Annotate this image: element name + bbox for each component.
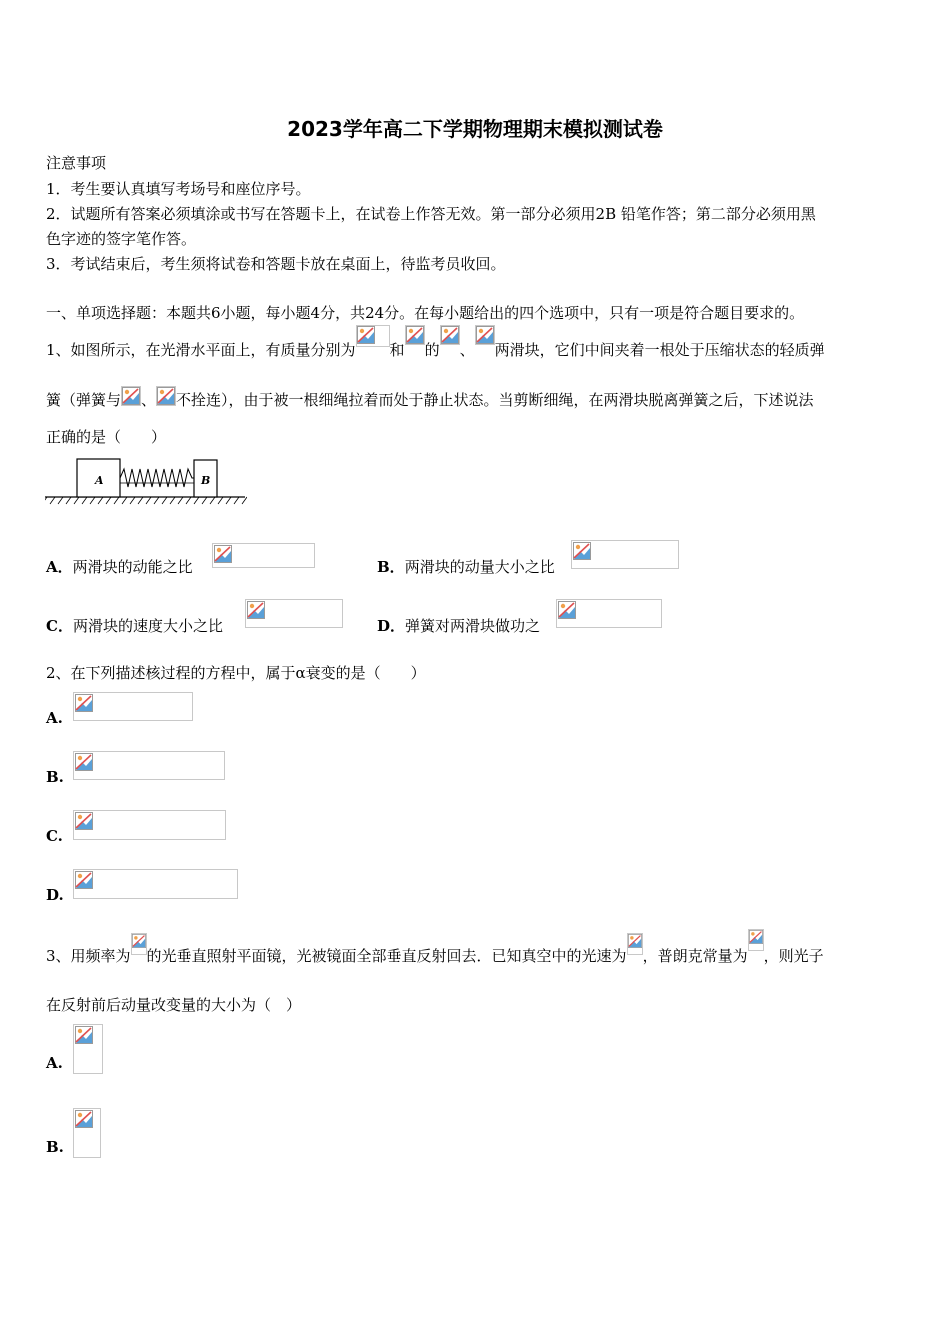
broken-image-icon <box>75 694 93 712</box>
notice-item: 3．考试结束后，考生须将试卷和答题卡放在桌面上，待监考员收回。 <box>46 255 506 273</box>
q2-option-b[interactable]: B. <box>46 768 64 786</box>
q2-option-c[interactable]: C. <box>46 827 63 845</box>
broken-image-icon <box>356 325 390 347</box>
notice-item: 2．试题所有答案必须填涂或书写在答题卡上，在试卷上作答无效。第一部分必须用2B 铅笔作答；第二部分必须用黑 <box>46 205 816 223</box>
q1-stem-line2: 簧（弹簧与 、 不拴连），由于被一根细绳拉着而处于静止状态。当剪断细绳，在两滑块脱离弹簧之后，下述说法 <box>46 389 814 410</box>
notice-item: 1．考生要认真填写考场号和座位序号。 <box>46 180 311 198</box>
q2-stem: 2、在下列描述核过程的方程中，属于α衰变的是（ ） <box>46 664 426 682</box>
broken-image-icon <box>75 871 93 889</box>
broken-image-icon <box>75 1110 93 1128</box>
notice-heading: 注意事项 <box>46 154 107 172</box>
broken-image-icon <box>75 753 93 771</box>
q1-stem-line1: 1、如图所示，在光滑水平面上，有质量分别为 和 的 、 两滑块，它们中间夹着一根处于压缩状态的轻质弹 <box>46 339 825 361</box>
q2-option-a[interactable]: A. <box>46 709 63 727</box>
broken-image-icon <box>121 386 141 406</box>
option-image <box>73 810 226 840</box>
q3-stem-line1: 3、用频率为 的光垂直照射平面镜，光被镜面全部垂直反射回去．已知真空中的光速为 ，普朗克常量为 ，则光子 <box>46 945 824 967</box>
block-a-label: A <box>95 474 104 487</box>
q3-option-a[interactable]: A. <box>46 1054 63 1072</box>
broken-image-icon <box>475 325 495 345</box>
broken-image-icon <box>440 325 460 345</box>
broken-image-icon <box>748 929 764 951</box>
section-heading: 一、单项选择题：本题共6小题，每小题4分，共24分。在每小题给出的四个选项中，只有一项是符合题目要求的。 <box>46 304 805 322</box>
option-image <box>73 751 225 780</box>
broken-image-icon <box>131 933 147 955</box>
broken-image-icon <box>558 601 576 619</box>
q3-option-b[interactable]: B. <box>46 1138 64 1156</box>
broken-image-icon <box>75 812 93 830</box>
q1-option-a[interactable]: A．两滑块的动能之比 <box>46 558 193 576</box>
broken-image-icon <box>156 386 176 406</box>
broken-image-icon <box>247 601 265 619</box>
broken-image-icon <box>214 545 232 563</box>
page-title: 2023学年高二下学期物理期末模拟测试卷 <box>287 117 663 141</box>
q1-option-d[interactable]: D．弹簧对两滑块做功之 <box>377 617 541 635</box>
option-image <box>73 869 238 899</box>
broken-image-icon <box>627 933 643 955</box>
broken-image-icon <box>405 325 425 345</box>
compressed-spring <box>120 469 194 487</box>
q1-option-b[interactable]: B．两滑块的动量大小之比 <box>377 558 555 576</box>
spring-blocks-figure <box>45 455 247 507</box>
q1-option-c[interactable]: C．两滑块的速度大小之比 <box>46 617 223 635</box>
block-b-label: B <box>201 474 211 487</box>
notice-item: 色字迹的签字笔作答。 <box>46 230 197 248</box>
q3-stem-line2: 在反射前后动量改变量的大小为（ ） <box>46 996 302 1014</box>
broken-image-icon <box>75 1026 93 1044</box>
ground-hatching <box>45 497 247 504</box>
q2-option-d[interactable]: D. <box>46 886 64 904</box>
broken-image-icon <box>573 542 591 560</box>
q1-stem-line3: 正确的是（ ） <box>46 428 167 446</box>
